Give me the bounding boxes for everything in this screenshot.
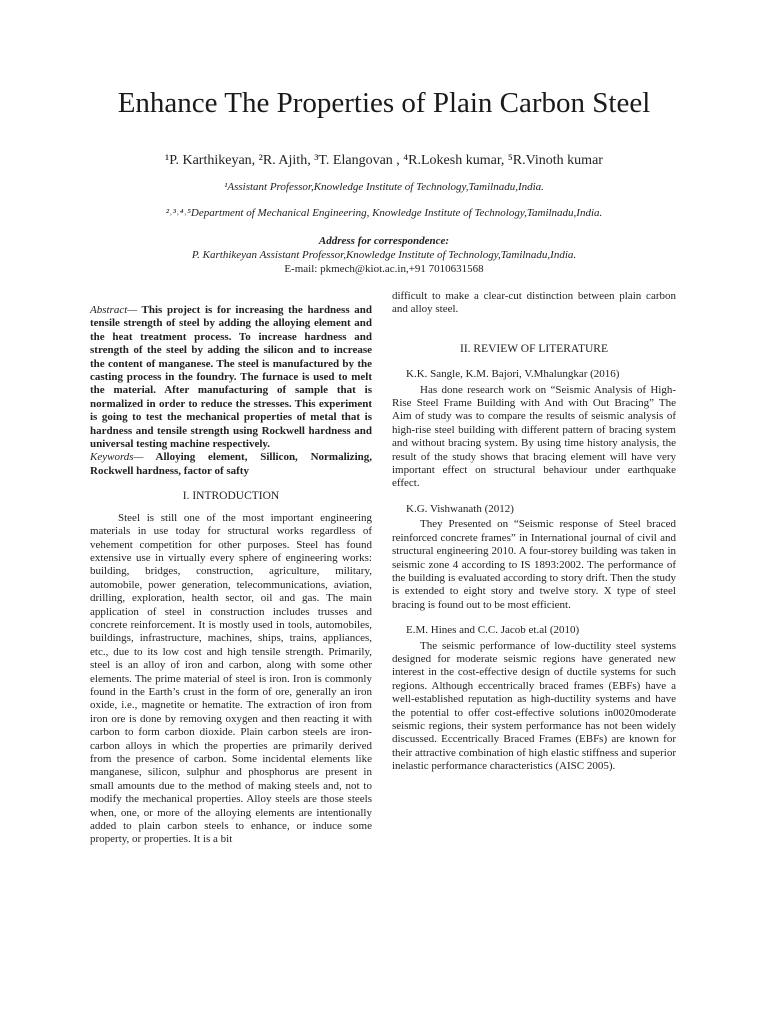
review-reference: K.G. Vishwanath (2012) [406, 502, 514, 515]
abstract-label: Abstract— [90, 304, 138, 316]
review-entry [392, 368, 676, 491]
paper-title: Enhance The Properties of Plain Carbon Steel [117, 87, 651, 119]
review-text: Has done research work on “Seismic Analysis of High-Rise Steel Frame Building with And with Out Bracing” The Aim of study was to compare the results of seismic analysis of high-rise steel building with different pattern of bracing system and without bracing system. By using time history analysis, the result of the study shows that bracing element will have very important effect on structural behaviour under earthquake effect. [392, 383, 676, 490]
correspondence-address: P. Karthikeyan Assistant Professor,Knowledge Institute of Technology,Tamilnadu,India. [191, 249, 577, 261]
keywords [90, 451, 372, 478]
right-column [392, 290, 676, 774]
review-entry [392, 503, 676, 612]
introduction-heading: I. INTRODUCTION [182, 490, 280, 503]
review-reference: K.K. Sangle, K.M. Bajori, V.Mhalungkar (2016) [406, 368, 620, 381]
review-heading: II. REVIEW OF LITERATURE [460, 342, 608, 355]
review-text: The seismic performance of low-ductility steel systems designed for moderate seismic regions have generated new interest in the cost-effective design of ductile systems for such regions. Although eccentrically braced frames (EBFs) have a well-established reputation as high-ductility systems and have the potential to offer cost-effective solutions in0020moderate seismic regions, their system performance has not been widely discussed. Eccentrically Braced Frames (EBFs) are known for their attractive combination of high elastic stiffness and superior inelastic performance characteristics (AISC 2005). [392, 639, 676, 773]
introduction-continuation: difficult to make a clear-cut distinction between plain carbon and alloy steel. [392, 290, 676, 316]
review-reference: E.M. Hines and C.C. Jacob et.al (2010) [406, 624, 580, 637]
keywords-text: Alloying element, Sillicon, Normalizing, Rockwell hardness, factor of safty [90, 451, 372, 477]
author-list: ¹P. Karthikeyan, ²R. Ajith, ³T. Elangovan , ⁴R.Lokesh kumar, ⁵R.Vinoth kumar [165, 153, 603, 168]
keywords-label: Keywords— [90, 451, 144, 464]
correspondence-email: E-mail: pkmech@kiot.ac.in,+91 7010631568 [284, 263, 484, 275]
abstract [90, 304, 372, 451]
affiliation-2: ²˒³˒⁴˒⁵Department of Mechanical Engineering, Knowledge Institute of Technology,Tamilnadu,India. [165, 207, 603, 219]
review-text: They Presented on “Seismic response of Steel braced reinforced concrete frames” in International journal of civil and structural engineering 2010. A four-storey building was taken in seismic zone 4 according to IS 1893:2002. The performance of the building is evaluated according to story drift. Then the study is extended to eight story and twelve story. X type of steel bracing is found out to be most efficient. [392, 518, 676, 611]
abstract-text: This project is for increasing the hardness and tensile strength of steel by adding the alloying element and the heat treatment process. To increase hardness and strength of the steel by adding the silicon and to increase the content of manganese. The steel is manufactured by the casting process in the foundry. The furnace is used to melt the material. After manufacturing of sample that is normalized in order to reduce the stresses. This experiment is going to test the mechanical properties of metal that is hardness and tensile strength using Rockwell hardness and universal testing machine respectively. [90, 304, 372, 451]
correspondence-heading: Address for correspondence: [318, 235, 450, 247]
review-entry [392, 624, 676, 773]
affiliation-1: ¹Assistant Professor,Knowledge Institute of Technology,Tamilnadu,India. [224, 181, 544, 193]
left-column [90, 304, 372, 847]
introduction-paragraph: Steel is still one of the most important engineering materials in use today for structural works regardless of vehement competition for other purposes. Steel has found extensive use in virtually every sphere of engineering works: building, bridges, construction, agriculture, military, automobile, power generation, telecommunications, aviation, drilling, exploration, health sector, oil and gas. The main application of steel in construction includes trusses and concrete reinforcement. It is mostly used in tools, automobiles, buildings, infrastructure, machines, ships, trains, appliances, etc., due to its low cost and high tensile strength. Primarily, steel is an alloy of iron and carbon, along with some other elements. The prime material of steel is iron. Iron is commonly found in the Earth’s crust in the form of ore, generally an iron oxide, i.e., magnetite or hematite. The extraction of iron from iron ore is done by removing oxygen and then reacting it with carbon to form carbon dioxide. Plain carbon steels are iron-carbon alloys in which the properties are primarily derived from the presence of carbon. Some incidental elements like manganese, silicon, sulphur and phosphorus are present in small amounts due to the method of making steels and, not to modify the mechanical properties. Alloy steels are those steels when, one, or more of the alloying elements are intentionally added to plain carbon steels to enhance, or induce some property, or properties. It is a bit [90, 511, 372, 846]
